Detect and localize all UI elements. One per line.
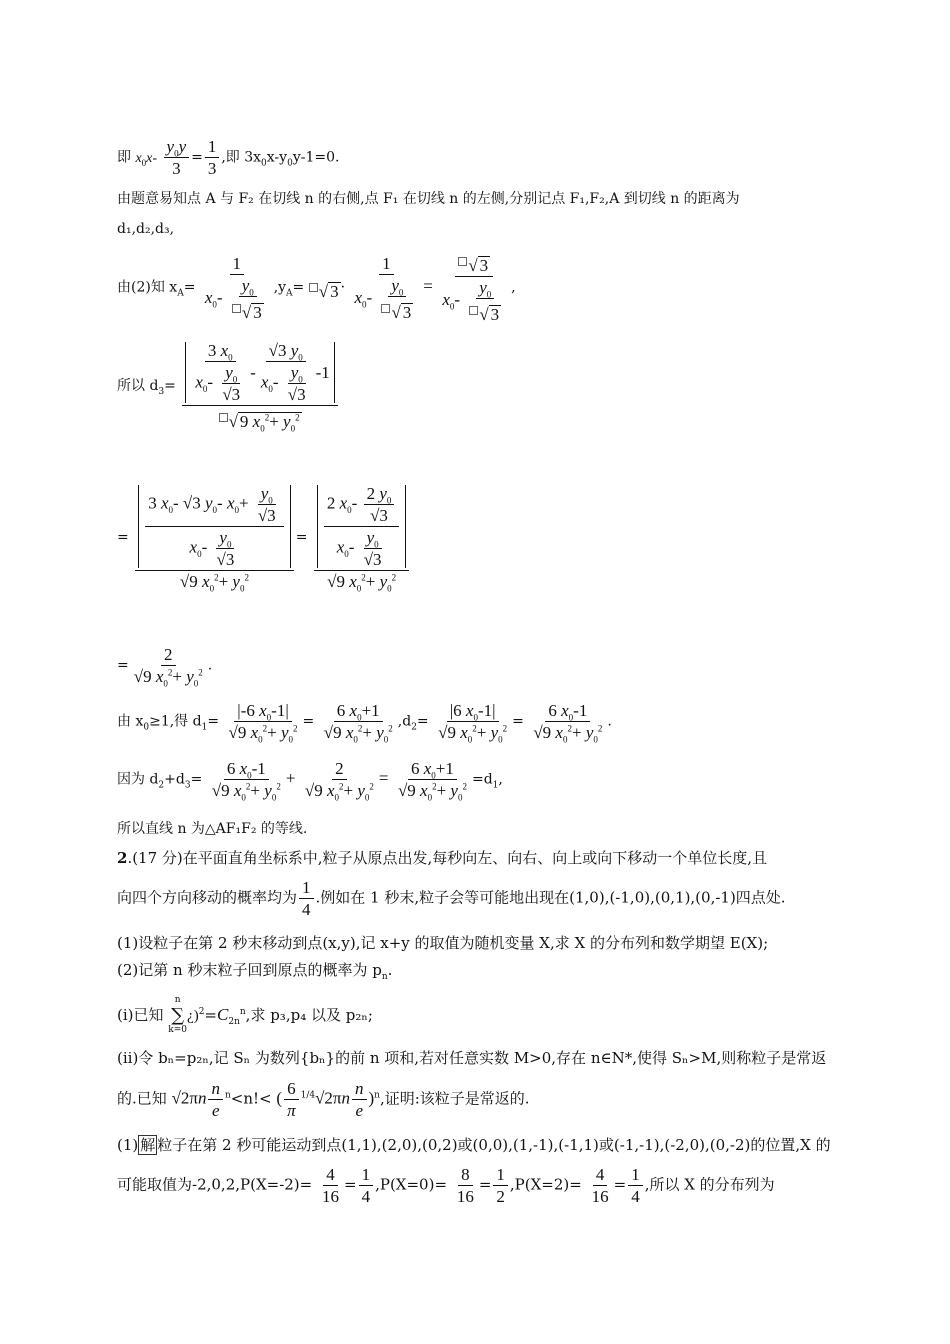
answer-line2: 可能取值为-2,0,2,P(X=-2)= $\frac{4}{16}$ = $\frac{1}{4}$ ,P(X=0)= $\frac{8}{16}$ = $\frac{1}{2}$ ,P(X=2)= $\frac{4}{16}$ = $\frac{1}{4}$ ,所以 X 的分布列为	[117, 1165, 775, 1206]
line-xa-ya: 由(2)知 $x_A=$ 1 $x_0-$ $y_0$ √ 3 $,y_A=$ √ 3 · 1 $x_0-$ $y_0$ √ 3 = √ 3 $x_0-$ $y_0$ √ 3 ,	[117, 253, 516, 324]
text: ·	[340, 279, 346, 296]
text: =	[207, 713, 220, 730]
text: (ⅰ)已知	[117, 1005, 164, 1024]
text: ,所以 X 的分布列为	[644, 1175, 775, 1194]
text: 所以 d	[117, 378, 159, 394]
problem-2-q1: (1)设粒子在第 2 秒末移动到点(x,y),记 x+y 的取值为随机变量 X,求 X 的分布列和数学期望 E(X);	[117, 934, 769, 952]
text: +d	[164, 771, 185, 788]
text: 由(2)知 x	[117, 279, 178, 296]
text: ,y	[273, 279, 287, 296]
problem-2-header	[117, 851, 767, 866]
text: .(17 分)在平面直角坐标系中,粒子从原点出发,每秒向左、向右、向上或向下移动一个单位长度,且	[127, 849, 768, 867]
problem-2-q2	[117, 961, 393, 982]
text: y-1=0.	[292, 149, 340, 166]
text: ,即 3x	[221, 149, 262, 166]
problem-2-qii-cont: 的.已知 √2πn $\frac{n}{e}$ $^n$<n!< ( $\frac{6}{\pi}$ $^{1/4}$√2πn $\frac{n}{e}$ )$^n$,证明:该粒子是常返的.	[117, 1079, 530, 1120]
line-distance-list: d₁,d₂,d₃,	[117, 221, 175, 237]
text: 可能取值为-2,0,2,P(X=-2)=	[117, 1175, 313, 1194]
text: .	[387, 961, 393, 979]
solution-marker: 解	[140, 1136, 156, 1154]
text: ,求 p₃,p₄ 以及 p₂ₙ;	[245, 1005, 373, 1024]
text: .例如在 1 秒末,粒子会等可能地出现在(1,0),(-1,0),(0,1),(0,-1)四点处.	[315, 888, 786, 907]
problem-2-qii: (ⅱ)令 bₙ=p₂ₙ,记 Sₙ 为数列{bₙ}的前 n 项和,若对任意实数 M>0,存在 n∈N*,使得 Sₙ>M,则称粒子是常返	[117, 1049, 827, 1067]
problem-number: 2	[117, 849, 128, 867]
line-tangent-equation: 即 $x_0x-$ $\frac{y_0y}{3}$ = $\frac{1}{3}$ ,即 $3x_0x-y_0y-1=0$.	[117, 137, 340, 178]
subscript: n	[381, 972, 388, 982]
text: 粒子在第 2 秒可能运动到点(1,1),(2,0),(0,2)或(0,0),(1,-1),(-1,1)或(-1,-1),(-2,0),(0,-2)的位置,X 的	[157, 1136, 831, 1154]
text: 因为 d	[117, 771, 159, 788]
text: =	[416, 713, 429, 730]
line-d3-simplify: = 3 $x_0-$ √3 $y_0-$ $x_0+$ $\frac{y_0}{√3}$ $x_0-$ $\frac{y_0}{√3}$ √9 $x_0^2+ y_0^2$ = 2 $x_0-$ $\frac{2 y_0}{√3}$ $x_0-$ $\frac{y_0}{√3}$ √9 $x_0^2+ y_0^2$	[117, 485, 411, 590]
text: +	[285, 768, 296, 788]
text: =	[292, 279, 305, 296]
text: ,P(X=0)=	[375, 1175, 448, 1194]
line-d3: 所以 $d_3=$ 3 $x_0$ $x_0-$ $\frac{y_0}{√3}$ - √3 $y_0$ $x_0-$ $\frac{y_0}{√3}$ -1 √ 9 $x_0^2+ y_0^2$	[117, 342, 340, 430]
text: =	[378, 768, 389, 788]
text: 的.已知	[117, 1089, 167, 1108]
text: =	[302, 713, 315, 730]
line-conclusion: 所以直线 n 为△AF₁F₂ 的等线.	[117, 821, 308, 837]
problem-2-line2: 向四个方向移动的概率均为 $\frac{1}{4}$ .例如在 1 秒末,粒子会等可能地出现在(1,0),(-1,0),(0,1),(0,-1)四点处.	[117, 878, 786, 919]
answer-line1	[117, 1138, 831, 1153]
text: ,	[511, 279, 516, 296]
text: <n!<	[230, 1089, 272, 1108]
text: ,P(X=2)=	[509, 1175, 582, 1194]
text: =	[512, 713, 524, 730]
line-d3-result: = $\frac{2}{√9 x_0^2+ y_0^2}$ .	[117, 645, 213, 689]
text: =	[164, 378, 176, 394]
text: ,	[498, 771, 503, 788]
line-distance-intro: 由题意易知点 A 与 F₂ 在切线 n 的右侧,点 F₁ 在切线 n 的左侧,分别记点 F₁,F₂,A 到切线 n 的距离为	[117, 191, 740, 207]
text: =	[191, 149, 203, 166]
text: .	[207, 657, 213, 674]
text: =	[190, 771, 203, 788]
text: 向四个方向移动的概率均为	[117, 888, 298, 907]
problem-2-qi: (ⅰ)已知 n ∑ k=0 ¿)$^2=C_{2n}^n$,求 p₃,p₄ 以及 p₂ₙ;	[117, 995, 373, 1035]
text: x-y	[266, 149, 288, 166]
text: 由 x	[117, 713, 144, 730]
text: 即	[117, 149, 136, 166]
text: ,d	[397, 713, 412, 730]
line-d1-d2: 由 $x_0\ge 1$,得 $d_1=$ $\frac{|-6 x_0-1|}{√9 x_0^2+ y_0^2}$ = $\frac{6 x_0+1}{√9 x_0^2+ y_0^2}$ $,d_2=$ $\frac{|6 x_0-1|}{√9 x_0^2+ y_0^2}$ = $\frac{6 x_0-1}{√9 x_0^2+ y_0^2}$ .	[117, 701, 612, 745]
text: ≥1,得 d	[149, 713, 202, 730]
text: .	[607, 713, 612, 730]
text: (1)	[117, 1136, 139, 1154]
text: =	[423, 276, 433, 296]
line-d2-plus-d3: 因为 $d_2+d_3=$ $\frac{6 x_0-1}{√9 x_0^2+ y_0^2}$ + $\frac{2}{√9 x_0^2+ y_0^2}$ = $\frac{6 x_0+1}{√9 x_0^2+ y_0^2}$ $=d_1$,	[117, 759, 503, 803]
text: (2)记第 n 秒末粒子回到原点的概率为 p	[117, 961, 382, 979]
text: =	[183, 279, 196, 296]
text: ,证明:该粒子是常返的.	[379, 1089, 530, 1108]
text: =d	[471, 771, 493, 788]
